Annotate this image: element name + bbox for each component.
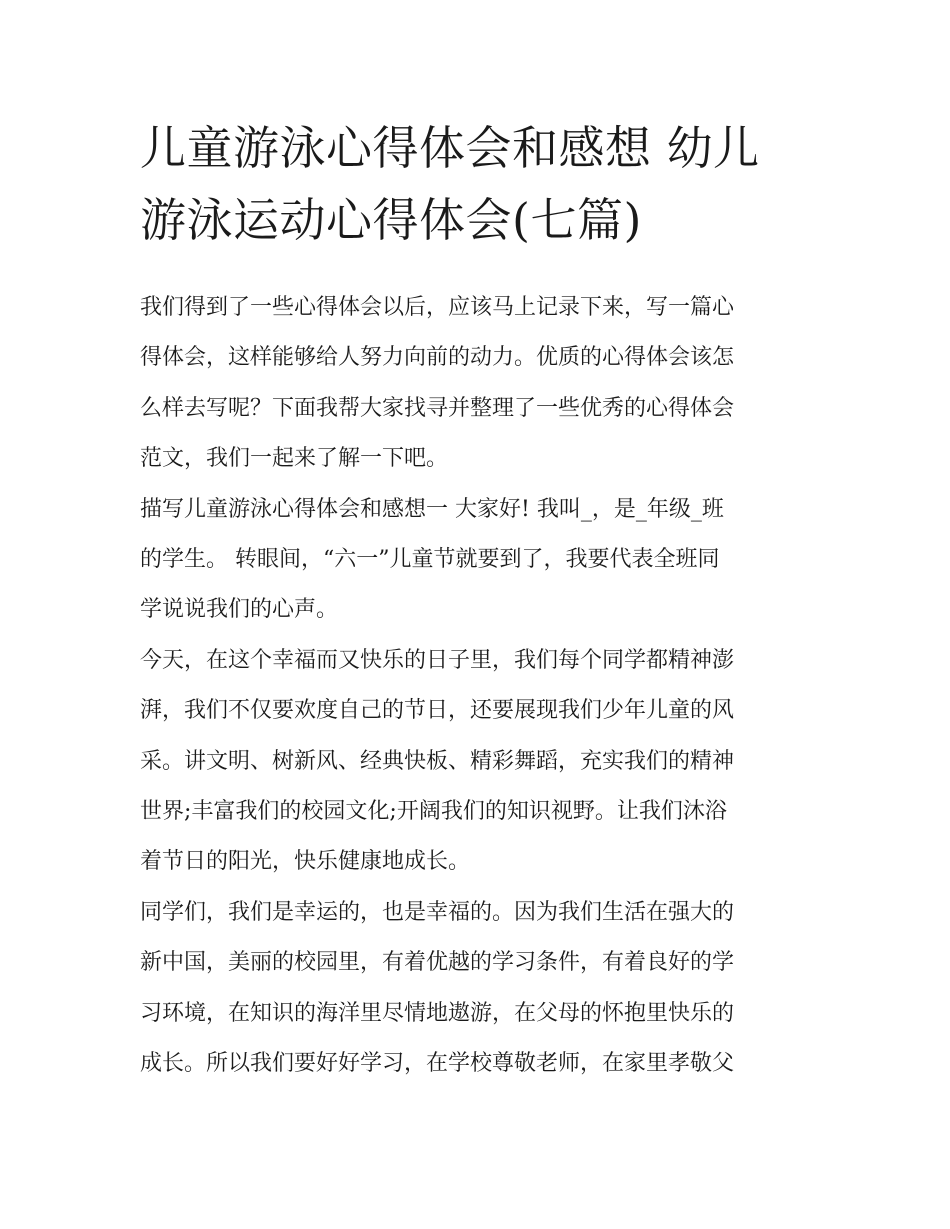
document-title [140, 112, 812, 256]
text-line: 湃，我们不仅要欢度自己的节日，还要展现我们少年儿童的风 [140, 698, 735, 724]
document-page [140, 112, 812, 1090]
text-line: 的学生。 转眼间，“六一”儿童节就要到了，我要代表全班同 [140, 547, 720, 573]
text-line: 学说说我们的心声。 [140, 597, 339, 623]
paragraph-today [140, 636, 812, 888]
text-line: 采。讲文明、树新风、经典快板、精彩舞蹈，充实我们的精神 [140, 748, 735, 774]
document-body [140, 283, 812, 1090]
text-line: 同学们，我们是幸运的，也是幸福的。因为我们生活在强大的 [140, 899, 735, 925]
text-line: 世界;丰富我们的校园文化;开阔我们的知识视野。让我们沐浴 [140, 799, 727, 825]
text-line: 今天，在这个幸福而又快乐的日子里，我们每个同学都精神澎 [140, 647, 735, 673]
text-line: 着节日的阳光，快乐健康地成长。 [140, 849, 471, 875]
title-line: 儿童游泳心得体会和感想 幼儿 [140, 121, 760, 175]
text-line: 范文，我们一起来了解一下吧。 [140, 446, 449, 472]
text-line: 么样去写呢？下面我帮大家找寻并整理了一些优秀的心得体会 [140, 395, 735, 421]
paragraph-greeting [140, 485, 812, 636]
text-line: 新中国，美丽的校园里，有着优越的学习条件，有着良好的学 [140, 950, 735, 976]
paragraph-classmates [140, 888, 812, 1090]
text-line: 我们得到了一些心得体会以后，应该马上记录下来，写一篇心 [140, 295, 735, 320]
text-line: 成长。所以我们要好好学习，在学校尊敬老师，在家里孝敬父 [140, 1051, 735, 1077]
text-line: 描写儿童游泳心得体会和感想一 大家好! 我叫_，是_年级_班 [140, 496, 724, 522]
paragraph-intro [140, 283, 812, 485]
text-line: 习环境，在知识的海洋里尽情地遨游，在父母的怀抱里快乐的 [140, 1000, 735, 1026]
title-line: 游泳运动心得体会(七篇) [140, 193, 642, 247]
text-line: 得体会，这样能够给人努力向前的动力。优质的心得体会该怎 [140, 345, 735, 371]
